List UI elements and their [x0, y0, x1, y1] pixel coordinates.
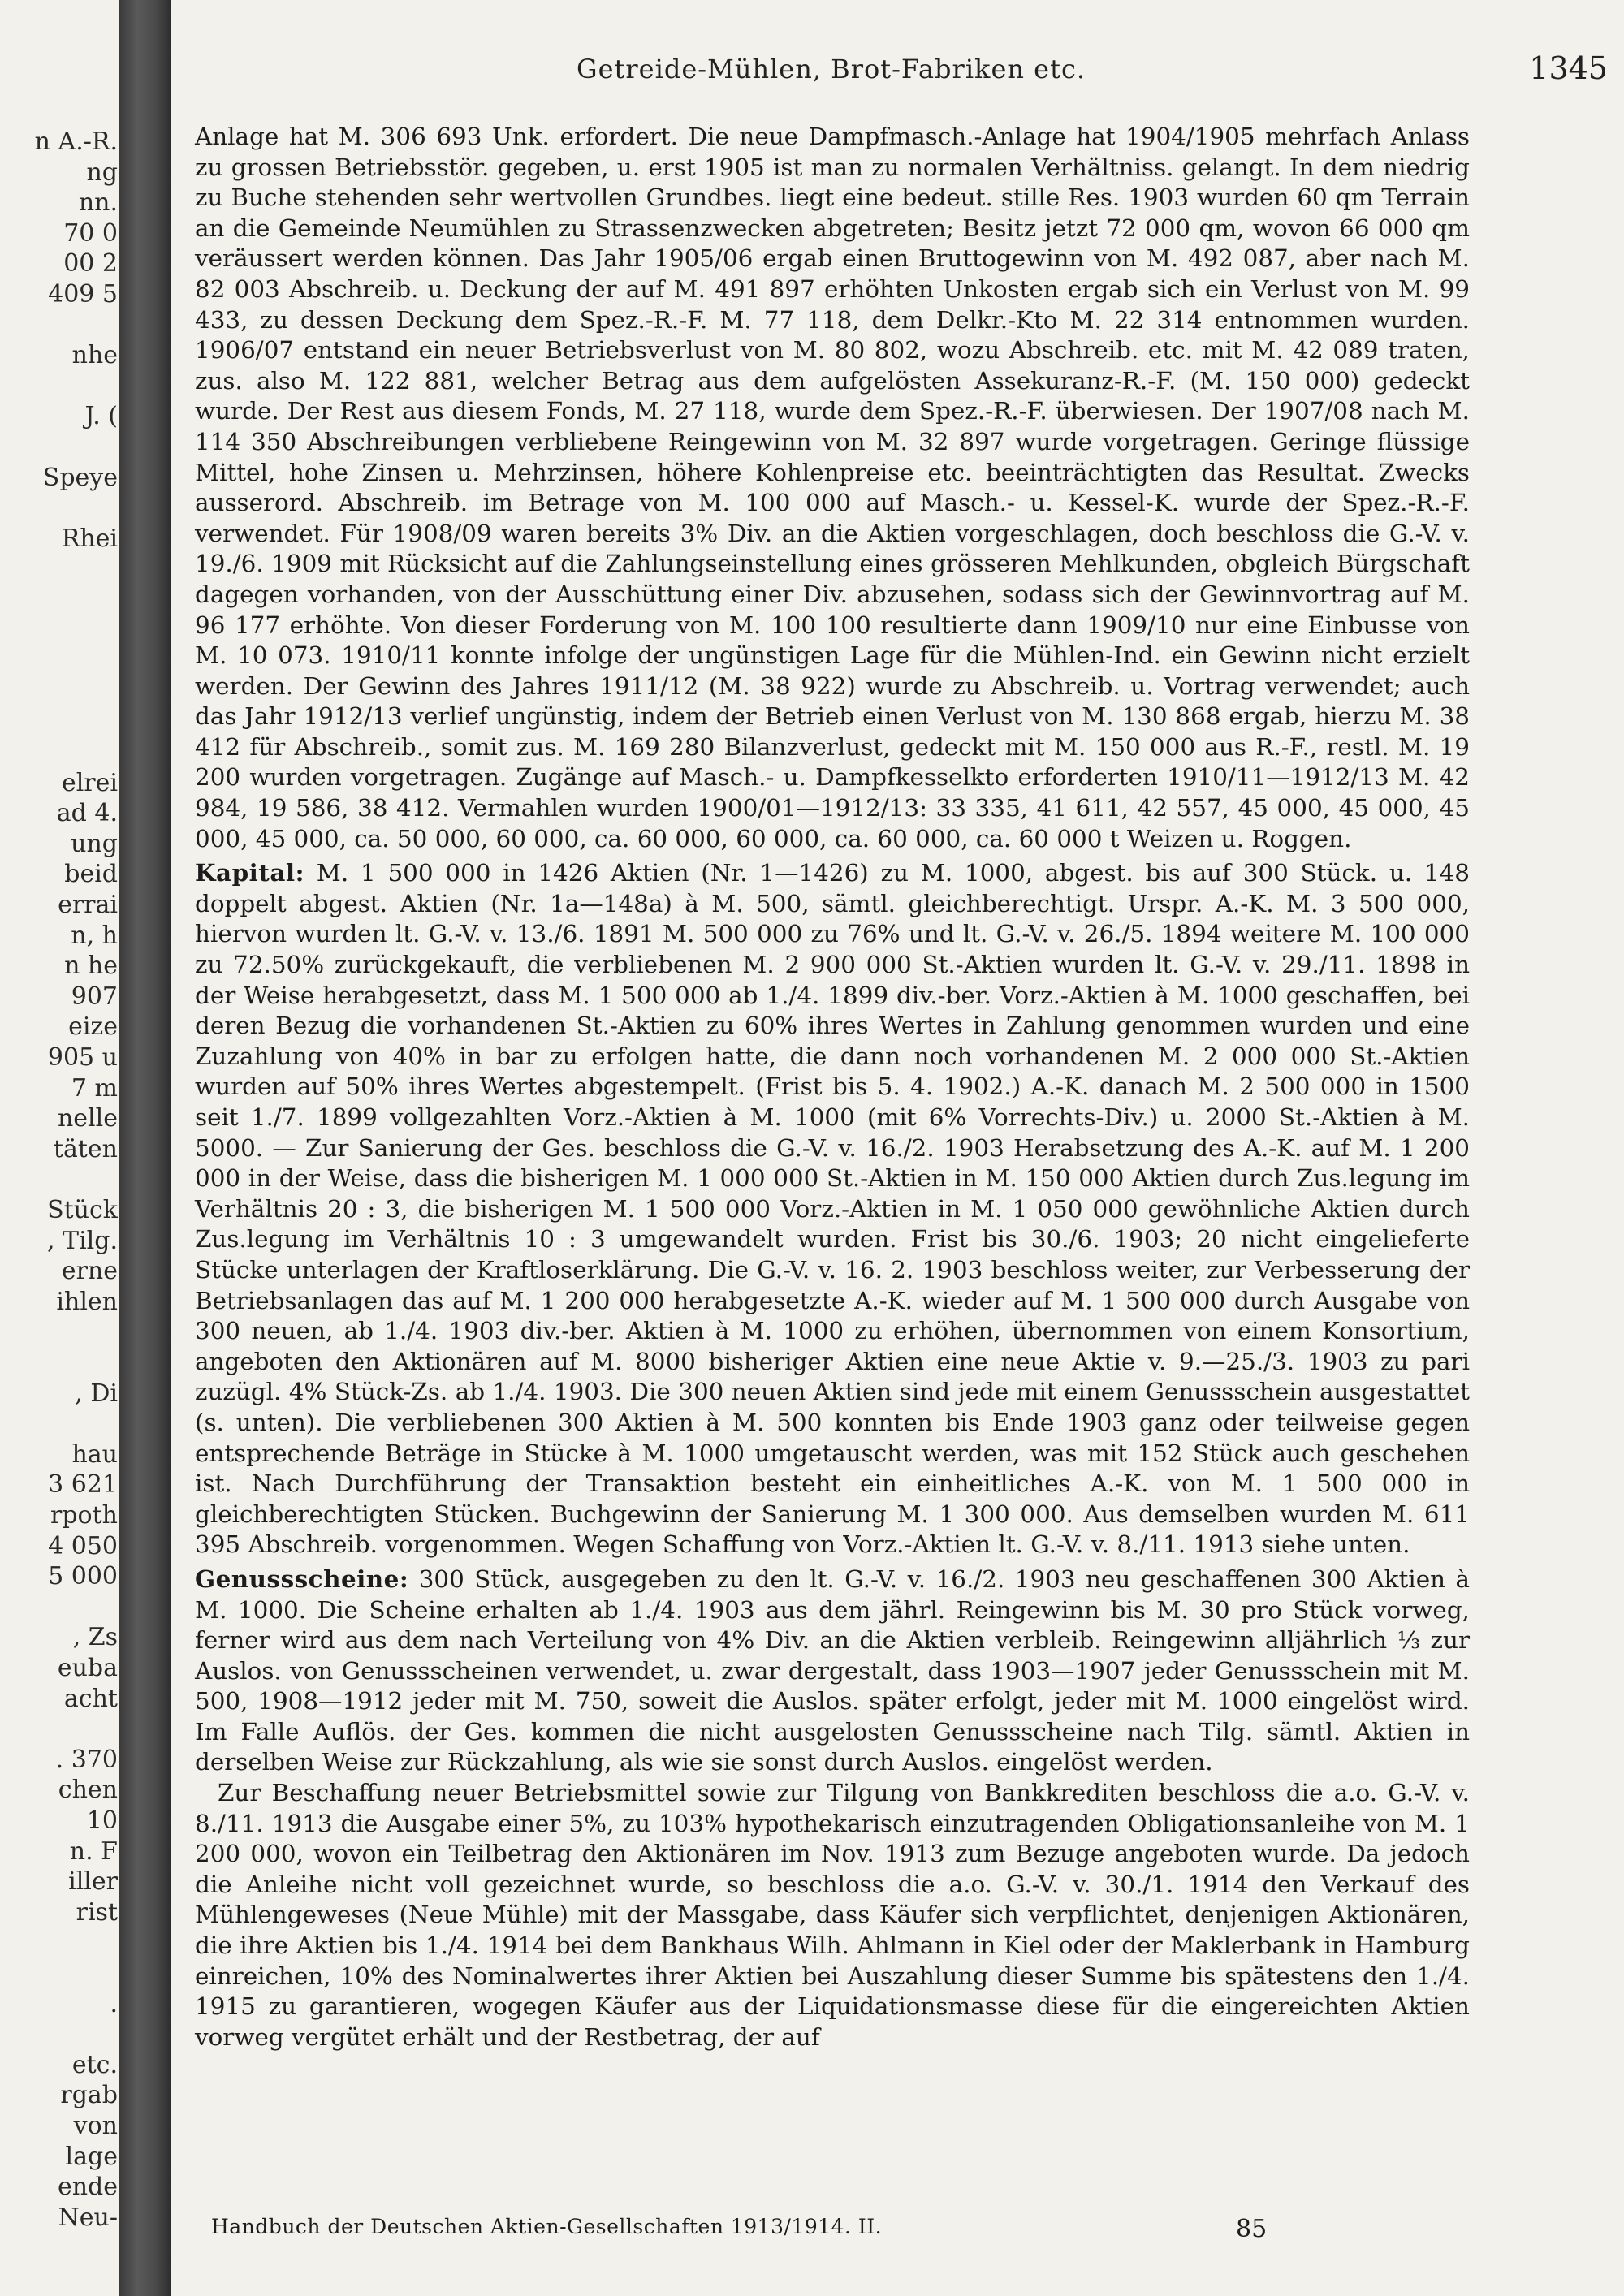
closing-paragraph: Zur Beschaffung neuer Betriebsmittel sowie zur Tilgung von Bankkrediten beschloss die a.o. G.-V. v. 8./11. 1913 die Ausgabe einer 5%, zu 103% hypothekarisch einzutragenden Obligationsanleihe von M. 1 200 000, wovon ein Teilbetrag den Aktionären im Nov. 1913 zum Bezuge angeboten wurde. Da jedoch die Anleihe nicht voll gezeichnet wurde, so beschloss die a.o. G.-V. v. 30./1. 1914 den Verkauf des Mühlengeweses (Neue Mühle) mit der Massgabe, dass Käufer sich verpflichtet, denjenigen Aktionären, die ihre Aktien bis 1./4. 1914 bei dem Bankhaus Wilh. Ahlmann in Kiel oder der Maklerbank in Hamburg einreichen, 10% des Nominalwertes ihrer Aktien bei Auszahlung dieser Summe bis spätestens den 1./4. 1915 zu garantieren, wogegen Käufer aus der Liquidationsmasse diese für die eingereichten Aktien vorweg vergütet erhält und der Restbetrag, der auf — [195, 1779, 1470, 2051]
left-fragment-line: 409 5 — [48, 281, 118, 309]
running-head: Getreide-Mühlen, Brot-Fabriken etc. — [577, 54, 1086, 84]
left-fragment-line: hau — [71, 1440, 118, 1469]
page — [180, 0, 1624, 2296]
page-number: 1345 — [1529, 50, 1608, 86]
footer-signature: 85 — [1236, 2215, 1268, 2243]
left-fragment-line: von — [73, 2113, 118, 2140]
left-fragment-line: , Zs — [72, 1624, 118, 1652]
left-page-fragment — [0, 0, 118, 2296]
left-fragment-line: ende — [57, 2173, 118, 2202]
left-fragment-line: ung — [71, 830, 118, 858]
left-fragment-line: Neu- — [58, 2203, 118, 2232]
left-fragment-line: n, h — [71, 921, 118, 950]
left-fragment-line: täten — [53, 1135, 118, 1163]
left-fragment-line: 905 u — [47, 1044, 118, 1072]
genussscheine-text: 300 Stück, ausgegeben zu den lt. G.-V. v. 16./2. 1903 neu geschaffenen 300 Aktien à M. 1000. Die Scheine erhalten ab 1./4. 1903 aus dem jährl. Reingewinn bis M. 30 pro Stück vorweg, ferner wird aus dem nach Verteilung von 4% Div. an die Aktien verbleib. Reingewinn alljährlich ⅓ zur Auslos. von Genussscheinen verwendet, u. zwar dergestalt, dass 1903—1907 jeder Genussschein mit M. 500, 1908—1912 jeder mit M. 750, soweit die Auslos. später erfolgt, jeder mit M. 1000 eingelöst wird. Im Falle Auflös. der Ges. kommen die nicht ausgelosten Genussscheine nach Tilg. sämtl. Aktien in derselben Weise zur Rückzahlung, als wie sie sonst durch Auslos. eingelöst werden. — [195, 1564, 1470, 1776]
article-body — [195, 122, 1470, 2052]
left-fragment-line: Speye — [42, 464, 118, 492]
left-fragment-line: rist — [76, 1898, 118, 1927]
book-gutter — [119, 0, 171, 2296]
left-fragment-line: ng — [86, 158, 118, 187]
left-fragment-line: erne — [61, 1258, 118, 1286]
left-fragment-line: nelle — [57, 1105, 118, 1133]
genussscheine-section — [195, 1564, 1470, 1778]
genussscheine-label: Genussscheine: — [195, 1564, 409, 1593]
left-fragment-line: lage — [65, 2143, 118, 2171]
left-fragment-line: 70 0 — [63, 219, 118, 248]
left-fragment-line: 5 000 — [48, 1563, 118, 1591]
left-fragment-line: iller — [68, 1868, 118, 1897]
left-fragment-line: eize — [68, 1013, 118, 1042]
left-fragment-line: , Di — [75, 1379, 118, 1408]
footer-source: Handbuch der Deutschen Aktien-Gesellschaften 1913/1914. II. — [211, 2215, 883, 2238]
left-fragment-line: ihlen — [56, 1288, 118, 1316]
left-fragment-line: 907 — [71, 982, 118, 1011]
kapital-section — [195, 857, 1470, 1560]
left-fragment-line: n he — [64, 952, 118, 981]
left-fragment-line: beid — [64, 861, 118, 889]
left-fragment-line: ad 4. — [56, 800, 118, 828]
left-fragment-line: acht — [63, 1685, 118, 1713]
left-fragment-line: etc. — [71, 2051, 118, 2079]
left-fragment-line: rpoth — [50, 1502, 118, 1530]
left-fragment-line: chen — [58, 1776, 118, 1805]
left-fragment-line: nhe — [71, 342, 118, 370]
intro-paragraph: Anlage hat M. 306 693 Unk. erfordert. Die neue Dampfmasch.-Anlage hat 1904/1905 mehrfach Anlass zu grossen Betriebsstör. gegeben, u. erst 1905 ist man zu normalen Verhältniss. gelangt. In dem niedrig zu Buche stehenden sehr wertvollen Grundbes. liegt eine bedeut. stille Res. 1903 wurden 60 qm Terrain an die Gemeinde Neumühlen zu Strassenzwecken abgetreten; Besitz jetzt 72 000 qm, wovon 66 000 qm veräussert werden können. Das Jahr 1905/06 ergab einen Bruttogewinn von M. 492 087, aber nach M. 82 003 Abschreib. u. Deckung der auf M. 491 897 erhöhten Unkosten ergab sich ein Verlust von M. 99 433, zu dessen Deckung dem Spez.-R.-F. M. 77 118, dem Delkr.-Kto M. 22 314 entnommen wurden. 1906/07 entstand ein neuer Betriebsverlust von M. 80 802, wozu Abschreib. etc. mit M. 42 089 traten, zus. also M. 122 881, welcher Betrag aus dem aufgelösten Assekuranz-R.-F. (M. 150 000) gedeckt wurde. Der Rest aus diesem Fonds, M. 27 118, wurde dem Spez.-R.-F. überwiesen. Der 1907/08 nach M. 114 350 Abschreibungen verbliebene Reingewinn von M. 32 897 wurde vorgetragen. Geringe flüssige Mittel, hohe Zinsen u. Mehrzinsen, höhere Kohlenpreise etc. beeinträchtigten das Resultat. Zwecks ausserord. Abschreib. im Betrage von M. 100 000 auf Masch.- u. Kessel-K. wurde der Spez.-R.-F. verwendet. Für 1908/09 waren bereits 3% Div. an die Aktien vorgeschlagen, doch beschloss die G.-V. v. 19./6. 1909 mit Rücksicht auf die Zahlungseinstellung eines grösseren Mehlkunden, obgleich Bürgschaft dagegen vorhanden, von der Ausschüttung einer Div. abzusehen, sodass sich der Gewinnvortrag auf M. 96 177 erhöhte. Von dieser Forderung von M. 100 100 resultierte dann 1909/10 nur eine Einbusse von M. 10 073. 1910/11 konnte infolge der ungünstigen Lage für die Mühlen-Ind. ein Gewinn nicht erzielt werden. Der Gewinn des Jahres 1911/12 (M. 38 922) wurde zu Abschreib. u. Vortrag verwendet; auch das Jahr 1912/13 verlief ungünstig, indem der Betrieb einen Verlust von M. 130 868 ergab, hierzu M. 38 412 für Abschreib., somit zus. M. 169 280 Bilanzverlust, gedeckt mit M. 150 000 aus R.-F., restl. M. 19 200 wurden vorgetragen. Zugänge auf Masch.- u. Dampfkesselkto erforderten 1910/11—1912/13 M. 42 984, 19 586, 38 412. Vermahlen wurden 1900/01—1912/13: 33 335, 41 611, 42 557, 45 000, 45 000, 45 000, 45 000, ca. 50 000, 60 000, ca. 60 000, 60 000, ca. 60 000, ca. 60 000 t Weizen u. Roggen. — [195, 123, 1470, 852]
left-fragment-line: 00 2 — [63, 250, 118, 278]
left-fragment-line: J. ( — [84, 403, 118, 431]
left-fragment-line: Stück — [47, 1197, 118, 1224]
left-fragment-line: nn. — [78, 189, 118, 218]
left-fragment-line: 10 — [86, 1807, 118, 1835]
left-fragment-line: 4 050 — [48, 1532, 118, 1560]
left-fragment-line: 3 621 — [48, 1471, 118, 1500]
left-fragment-line: Rhei — [61, 524, 118, 553]
kapital-text: M. 1 500 000 in 1426 Aktien (Nr. 1—1426) zu M. 1000, abgest. bis auf 300 Stück. u. 148 doppelt abgest. Aktien (Nr. 1a—148a) à M. 500, sämtl. gleichberechtigt. Urspr. A.-K. M. 3 500 000, hiervon wurden lt. G.-V. v. 13./6. 1891 M. 500 000 zu 76% und lt. G.-V. v. 26./5. 1894 weitere M. 100 000 zu 72.50% zurückgekauft, die verbliebenen M. 2 900 000 St.-Aktien wurden lt. G.-V. v. 29./11. 1898 in der Weise herabgesetzt, dass M. 1 500 000 ab 1./4. 1899 div.-ber. Vorz.-Aktien à M. 1000 geschaffen, bei deren Bezug die vorhandenen St.-Aktien zu 60% ihres Wertes in Zahlung genommen wurden und eine Zuzahlung von 40% in bar zu erfolgen hatte, die dann noch vorhandenen M. 2 000 000 St.-Aktien wurden auf 50% ihres Wertes abgestempelt. (Frist bis 5. 4. 1902.) A.-K. danach M. 2 500 000 in 1500 seit 1./7. 1899 vollgezahlten Vorz.-Aktien à M. 1000 (mit 6% Vorrechts-Div.) u. 2000 St.-Aktien à M. 5000. — Zur Sanierung der Ges. beschloss die G.-V. v. 16./2. 1903 Herabsetzung des A.-K. auf M. 1 200 000 in der Weise, dass die bisherigen M. 1 000 000 St.-Aktien in M. 150 000 Aktien durch Zus.legung im Verhältnis 20 : 3, die bisherigen M. 1 500 000 Vorz.-Aktien in M. 1 050 000 gewöhnliche Aktien durch Zus.legung im Verhältnis 10 : 3 umgewandelt wurden. Frist bis 30./6. 1903; 20 nicht eingelieferte Stücke unterlagen der Kraftloserklärung. Die G.-V. v. 16. 2. 1903 beschloss weiter, zur Verbesserung der Betriebsanlagen das auf M. 1 200 000 herabgesetzte A.-K. wieder auf M. 1 500 000 durch Ausgabe von 300 neuen, ab 1./4. 1903 div.-ber. Aktien à M. 1000 zu erhöhen, übernommen von einem Konsortium, angeboten den Aktionären auf M. 8000 bisheriger Aktien eine neue Aktie v. 9.—25./3. 1903 zu pari zuzügl. 4% Stück-Zs. ab 1./4. 1903. Die 300 neuen Aktien sind jede mit einem Genussschein ausgestattet (s. unten). Die verbliebenen 300 Aktien à M. 500 konnten bis Ende 1903 ganz oder teilweise gegen entsprechende Beträge in Stücke à M. 1000 umgetauscht werden, was mit 152 Stück auch geschehen ist. Nach Durchführung der Transaktion besteht ein einheitliches A.-K. von M. 1 500 000 in gleichberechtigten Stücken. Buchgewinn der Sanierung M. 1 300 000. Aus demselben wurden M. 611 395 Abschreib. vorgenommen. Wegen Schaffung von Vorz.-Aktien lt. G.-V. v. 8./11. 1913 siehe unten. — [195, 859, 1471, 1559]
left-fragment-line: n A.-R. — [34, 128, 118, 156]
left-fragment-line: 7 m — [71, 1074, 118, 1103]
left-fragment-line: rgab — [60, 2082, 118, 2110]
left-fragment-line: . 370 — [55, 1746, 118, 1774]
left-fragment-line: errai — [58, 891, 118, 919]
left-fragment-line: euba — [57, 1655, 118, 1682]
left-fragment-line: . — [110, 1990, 118, 2018]
kapital-label: Kapital: — [195, 858, 304, 887]
left-fragment-line: elrei — [61, 769, 118, 797]
left-fragment-line: , Tilg. — [46, 1227, 118, 1255]
left-fragment-line: n. F — [69, 1837, 118, 1866]
